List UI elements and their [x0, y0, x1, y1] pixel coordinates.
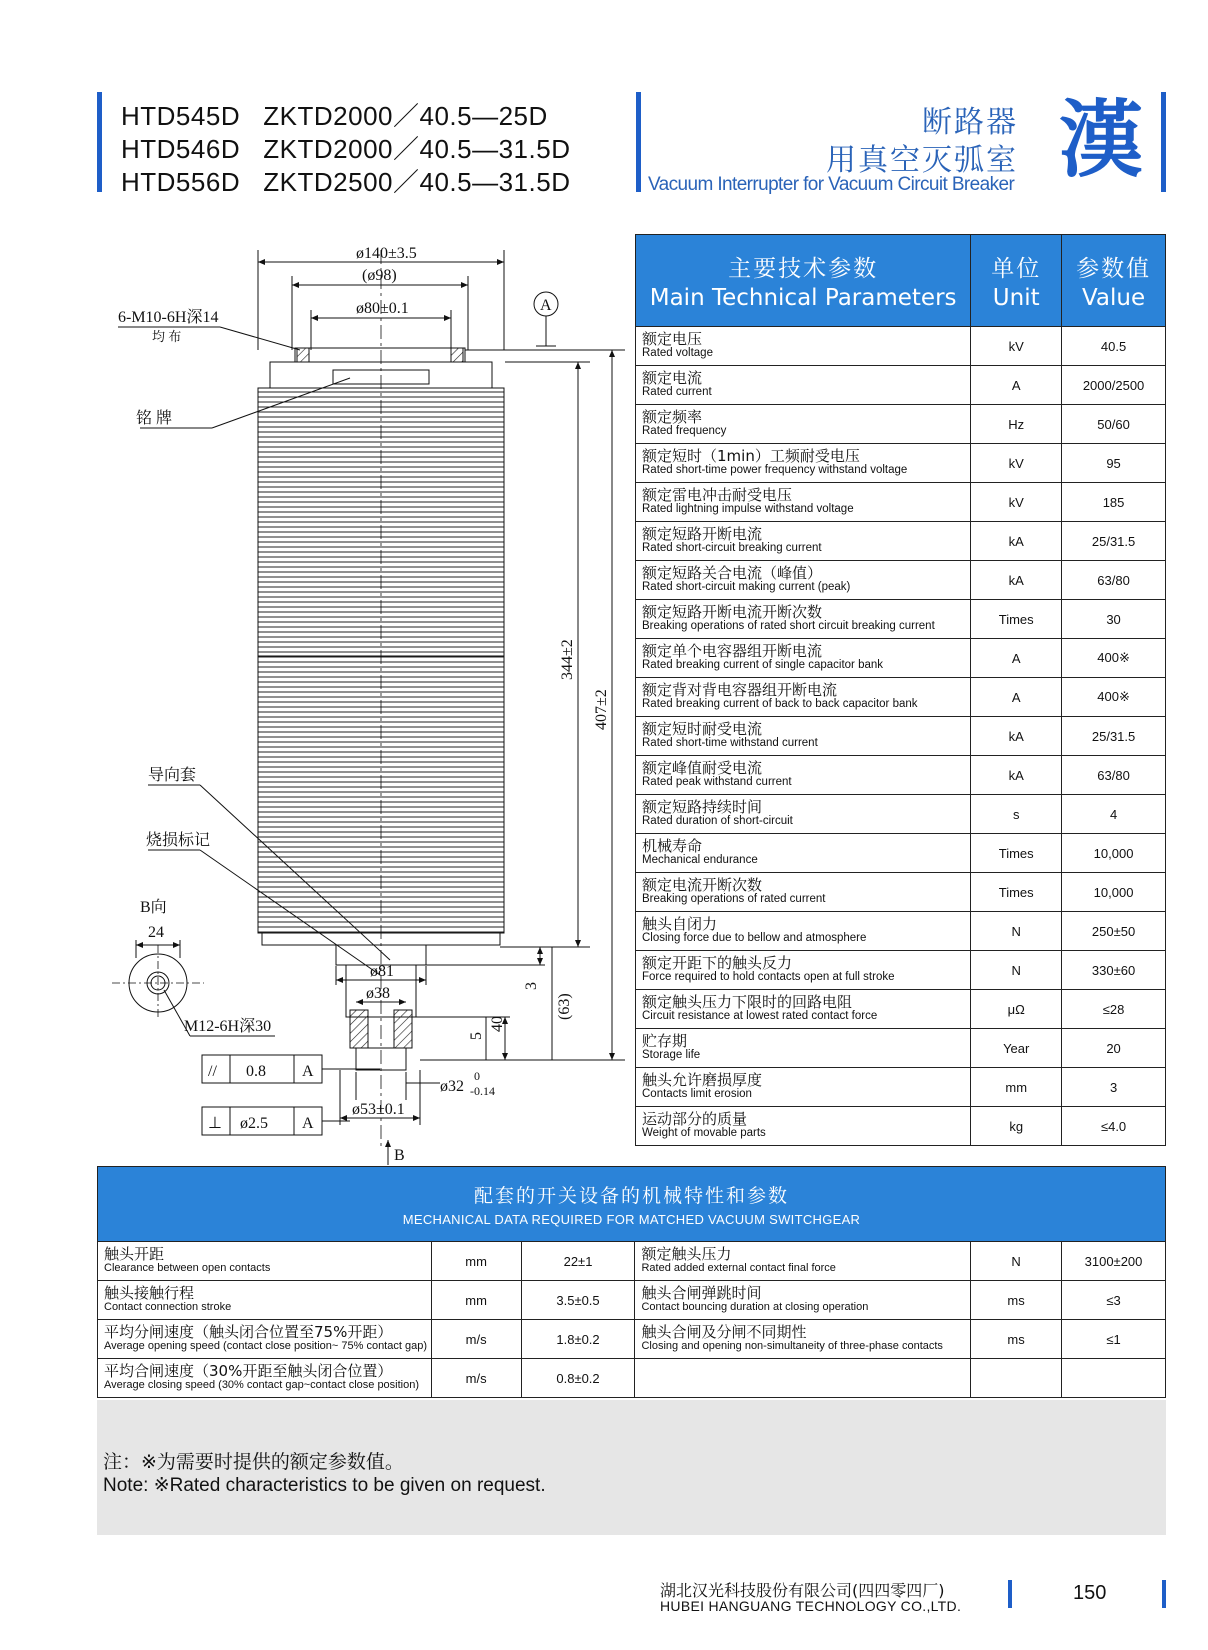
- param-unit: mm: [971, 1068, 1062, 1107]
- mech-left-unit: m/s: [431, 1359, 521, 1398]
- param-name-cn: 额定短时（1min）工频耐受电压: [642, 447, 860, 465]
- mech-header: [98, 1167, 1166, 1242]
- param-name-cn: 额定频率: [642, 408, 703, 426]
- param-row: [636, 366, 1166, 405]
- param-name-en: Breaking operations of rated short circuit breaking current: [642, 620, 935, 632]
- title-cn-line2: 用真空灭弧室: [826, 143, 1018, 178]
- param-name-en: Rated breaking current of back to back capacitor bank: [642, 698, 918, 710]
- mech-row: [98, 1242, 1166, 1281]
- param-value: 400※: [1062, 678, 1166, 717]
- param-name-cn: 额定短路持续时间: [642, 798, 763, 816]
- param-unit: N: [971, 951, 1062, 990]
- mech-right-value: ≤1: [1062, 1320, 1166, 1359]
- mech-left-unit: mm: [431, 1242, 521, 1281]
- param-name-en: Mechanical endurance: [642, 854, 758, 866]
- param-name-cn: 额定短路关合电流（峰值）: [642, 564, 823, 582]
- param-unit: A: [971, 639, 1062, 678]
- mech-left-unit: mm: [431, 1281, 521, 1320]
- params-header-row: [636, 235, 1166, 327]
- header-mid-bar: [636, 92, 641, 192]
- param-name: [636, 522, 971, 561]
- mech-row: [98, 1359, 1166, 1398]
- mech-left-name: [98, 1320, 432, 1359]
- tol2-symbol: ⊥: [208, 1115, 222, 1132]
- mech-left-value: 22±1: [521, 1242, 635, 1281]
- mech-right-name-en: Contact bouncing duration at closing operation: [641, 1301, 869, 1313]
- model-line-3: HTD556D ZKTD2500／40.5—31.5D: [121, 167, 571, 197]
- param-value: ≤28: [1062, 990, 1166, 1029]
- param-value: 250±50: [1062, 912, 1166, 951]
- param-value: 40.5: [1062, 327, 1166, 366]
- arrow-b-label: B: [394, 1147, 405, 1164]
- mech-right-name-cn: 触头合闸及分闸不同期性: [641, 1323, 807, 1341]
- param-name: [636, 600, 971, 639]
- param-value: 30: [1062, 600, 1166, 639]
- guide-sleeve-label: 导向套: [148, 767, 197, 784]
- dim-32-tol-bottom: -0.14: [470, 1084, 495, 1098]
- param-name-en: Rated breaking current of single capacitor bank: [642, 659, 884, 671]
- mech-right-unit: [971, 1359, 1062, 1398]
- thread-top-sub: 均 布: [152, 329, 182, 344]
- param-name: [636, 951, 971, 990]
- param-row: [636, 522, 1166, 561]
- param-value: 50/60: [1062, 405, 1166, 444]
- param-name-cn: 额定短路开断电流: [642, 525, 763, 543]
- param-name-cn: 额定触头压力下限时的回路电阻: [642, 993, 853, 1011]
- param-row: [636, 717, 1166, 756]
- param-name: [636, 483, 971, 522]
- params-header-name-cn: 主要技术参数: [728, 256, 879, 282]
- params-header-unit-cn: 单位: [991, 256, 1042, 282]
- param-row: [636, 327, 1166, 366]
- param-name: [636, 1068, 971, 1107]
- param-value: 2000/2500: [1062, 366, 1166, 405]
- param-name: [636, 990, 971, 1029]
- param-row: [636, 405, 1166, 444]
- param-value: 3: [1062, 1068, 1166, 1107]
- param-name-en: Rated frequency: [642, 425, 727, 437]
- param-name: [636, 717, 971, 756]
- param-unit: N: [971, 912, 1062, 951]
- param-unit: s: [971, 795, 1062, 834]
- mech-right-name: [635, 1320, 971, 1359]
- footer-company-cn: 湖北汉光科技股份有限公司(四四零四厂): [660, 1581, 945, 1600]
- footer-bar-right: [1162, 1580, 1166, 1608]
- tol1-ref: A: [302, 1063, 314, 1080]
- note-cn: 注：※为需要时提供的额定参数值。: [103, 1451, 404, 1473]
- param-name: [636, 366, 971, 405]
- param-name-en: Circuit resistance at lowest rated contact force: [642, 1010, 878, 1022]
- param-row: [636, 1107, 1166, 1146]
- dim-3: 3: [523, 982, 540, 990]
- dim-407: 407±2: [593, 689, 610, 730]
- param-name-cn: 贮存期: [642, 1032, 688, 1050]
- param-value: 25/31.5: [1062, 522, 1166, 561]
- dim-40: 40: [489, 1016, 506, 1032]
- param-row: [636, 912, 1166, 951]
- param-name-cn: 运动部分的质量: [642, 1110, 748, 1128]
- param-name-en: Force required to hold contacts open at full stroke: [642, 971, 895, 983]
- param-name-cn: 触头允许磨损厚度: [642, 1071, 763, 1089]
- mech-left-name: [98, 1281, 432, 1320]
- param-unit: Hz: [971, 405, 1062, 444]
- mech-left-value: 0.8±0.2: [521, 1359, 635, 1398]
- param-name: [636, 678, 971, 717]
- param-name-cn: 额定单个电容器组开断电流: [642, 642, 823, 660]
- tol1-symbol: //: [208, 1063, 217, 1080]
- param-unit: kV: [971, 483, 1062, 522]
- param-unit: kg: [971, 1107, 1062, 1146]
- dim-24: 24: [148, 924, 164, 941]
- params-header-name-en: Main Technical Parameters: [649, 285, 957, 311]
- mech-right-name-cn: 触头合闸弹跳时间: [641, 1284, 762, 1302]
- params-header-value-cn: 参数值: [1076, 256, 1152, 282]
- technical-drawing: [0, 0, 635, 1165]
- param-name-cn: 额定短路开断电流开断次数: [642, 603, 823, 621]
- param-unit: Times: [971, 834, 1062, 873]
- param-value: 400※: [1062, 639, 1166, 678]
- mech-right-unit: ms: [971, 1320, 1062, 1359]
- param-name-cn: 额定开距下的触头反力: [642, 954, 793, 972]
- param-value: 4: [1062, 795, 1166, 834]
- param-value: 330±60: [1062, 951, 1166, 990]
- param-row: [636, 990, 1166, 1029]
- mech-right-value: 3100±200: [1062, 1242, 1166, 1281]
- param-unit: kA: [971, 756, 1062, 795]
- param-name: [636, 327, 971, 366]
- mech-right-unit: ms: [971, 1281, 1062, 1320]
- param-row: [636, 600, 1166, 639]
- param-name-en: Rated voltage: [642, 347, 713, 359]
- param-unit: kA: [971, 717, 1062, 756]
- dim-63: (63): [556, 993, 573, 1020]
- title-cn-line1: 断路器: [922, 105, 1018, 140]
- param-name-en: Rated short-time withstand current: [642, 737, 818, 749]
- dim-32-tol-top: 0: [474, 1069, 480, 1083]
- mech-right-value: [1062, 1359, 1166, 1398]
- param-value: ≤4.0: [1062, 1107, 1166, 1146]
- param-name: [636, 912, 971, 951]
- dim-38: ø38: [366, 985, 390, 1002]
- param-name: [636, 1029, 971, 1068]
- tol2-ref: A: [302, 1115, 314, 1132]
- dim-top-mid: (ø98): [362, 267, 397, 284]
- param-name-cn: 额定背对背电容器组开断电流: [642, 681, 838, 699]
- mech-left-value: 3.5±0.5: [521, 1281, 635, 1320]
- param-name-en: Closing force due to bellow and atmosphere: [642, 932, 867, 944]
- param-value: 63/80: [1062, 756, 1166, 795]
- param-name-en: Rated short-circuit breaking current: [642, 542, 822, 554]
- mech-left-name-cn: 触头开距: [104, 1245, 165, 1263]
- mechanical-data-table: [97, 1166, 1166, 1398]
- logo-glyph: 漢: [1058, 90, 1143, 189]
- mech-right-name-cn: 额定触头压力: [641, 1245, 732, 1263]
- param-value: 20: [1062, 1029, 1166, 1068]
- param-name-cn: 额定电流: [642, 369, 703, 387]
- param-unit: A: [971, 366, 1062, 405]
- param-unit: Times: [971, 600, 1062, 639]
- param-name: [636, 561, 971, 600]
- dim-53: ø53±0.1: [352, 1101, 405, 1118]
- param-name-cn: 额定短时耐受电流: [642, 720, 763, 738]
- page-number: 150: [1073, 1582, 1107, 1604]
- param-row: [636, 795, 1166, 834]
- param-row: [636, 951, 1166, 990]
- param-value: 10,000: [1062, 834, 1166, 873]
- view-b-label: B向: [140, 899, 167, 916]
- param-name-en: Rated duration of short-circuit: [642, 815, 793, 827]
- param-value: 95: [1062, 444, 1166, 483]
- mech-row: [98, 1320, 1166, 1359]
- mech-left-name-cn: 触头接触行程: [104, 1284, 195, 1302]
- mech-header-row: [98, 1167, 1166, 1242]
- mech-left-name-en: Average closing speed (30% contact gap~contact close position): [104, 1379, 420, 1391]
- mech-left-name-cn: 平均分闸速度（触头闭合位置至75%开距）: [104, 1323, 393, 1341]
- param-name-en: Rated current: [642, 386, 712, 398]
- mech-left-name-en: Average opening speed (contact close position~ 75% contact gap): [104, 1340, 427, 1352]
- mech-right-name: [635, 1242, 971, 1281]
- datum-a-label: A: [540, 297, 552, 314]
- nameplate-label: 铭 牌: [136, 410, 173, 427]
- dim-top-inner: ø80±0.1: [356, 300, 409, 317]
- param-name: [636, 756, 971, 795]
- param-unit: Year: [971, 1029, 1062, 1068]
- footer-company-en: HUBEI HANGUANG TECHNOLOGY CO.,LTD.: [660, 1598, 962, 1614]
- param-row: [636, 639, 1166, 678]
- param-unit: kA: [971, 522, 1062, 561]
- dim-344: 344±2: [559, 639, 576, 680]
- burn-mark-label: 烧损标记: [146, 832, 211, 849]
- param-unit: A: [971, 678, 1062, 717]
- param-name-en: Rated peak withstand current: [642, 776, 792, 788]
- dim-top-outer: ø140±3.5: [356, 245, 417, 262]
- param-value: 25/31.5: [1062, 717, 1166, 756]
- params-header-value-en: Value: [1081, 285, 1146, 311]
- param-name-en: Contacts limit erosion: [642, 1088, 752, 1100]
- param-name: [636, 1107, 971, 1146]
- param-name-en: Rated short-time power frequency withstand voltage: [642, 464, 908, 476]
- mech-left-value: 1.8±0.2: [521, 1320, 635, 1359]
- thread-bottom-label: M12-6H深30: [184, 1018, 272, 1035]
- param-unit: kV: [971, 327, 1062, 366]
- param-name-cn: 机械寿命: [642, 837, 703, 855]
- title-en: Vacuum Interrupter for Vacuum Circuit Breaker: [648, 174, 1015, 195]
- header-right-bar: [1161, 92, 1166, 192]
- tol2-value: ø2.5: [240, 1115, 268, 1132]
- param-name: [636, 444, 971, 483]
- param-row: [636, 1068, 1166, 1107]
- param-unit: μΩ: [971, 990, 1062, 1029]
- param-name-cn: 额定电流开断次数: [642, 876, 763, 894]
- param-value: 63/80: [1062, 561, 1166, 600]
- mech-left-name-cn: 平均合闸速度（30%开距至触头闭合位置）: [104, 1362, 393, 1380]
- param-name-en: Rated short-circuit making current (peak): [642, 581, 851, 593]
- param-name-en: Storage life: [642, 1049, 701, 1061]
- footer-bar-left: [1008, 1580, 1012, 1608]
- model-line-1: HTD545D ZKTD2000／40.5—25D: [121, 101, 548, 131]
- main-parameters-table: [635, 234, 1166, 1146]
- param-name-en: Weight of movable parts: [642, 1127, 766, 1139]
- mech-title-en: MECHANICAL DATA REQUIRED FOR MATCHED VACUUM SWITCHGEAR: [402, 1212, 861, 1227]
- param-unit: kV: [971, 444, 1062, 483]
- param-row: [636, 834, 1166, 873]
- mech-left-name: [98, 1242, 432, 1281]
- mech-row: [98, 1281, 1166, 1320]
- params-header-value: [1062, 235, 1166, 327]
- logo-mark: [1055, 90, 1147, 190]
- param-name-cn: 额定电压: [642, 330, 703, 348]
- param-name: [636, 639, 971, 678]
- param-name-cn: 额定峰值耐受电流: [642, 759, 763, 777]
- params-header-unit-en: Unit: [992, 285, 1040, 311]
- mech-right-unit: N: [971, 1242, 1062, 1281]
- params-header-name: [636, 235, 971, 327]
- mech-right-name-en: Rated added external contact final force: [641, 1262, 836, 1274]
- note-en: Note: ※Rated characteristics to be given on request.: [103, 1475, 546, 1496]
- mech-right-name: [635, 1281, 971, 1320]
- param-row: [636, 483, 1166, 522]
- param-row: [636, 561, 1166, 600]
- mech-left-name-en: Clearance between open contacts: [104, 1262, 271, 1274]
- param-unit: Times: [971, 873, 1062, 912]
- dim-5: 5: [468, 1032, 485, 1040]
- mech-title-cn: 配套的开关设备的机械特性和参数: [473, 1185, 789, 1207]
- param-name: [636, 405, 971, 444]
- param-name: [636, 834, 971, 873]
- params-header-unit: [971, 235, 1062, 327]
- mech-left-name-en: Contact connection stroke: [104, 1301, 232, 1313]
- param-row: [636, 444, 1166, 483]
- param-row: [636, 756, 1166, 795]
- mech-left-unit: m/s: [431, 1320, 521, 1359]
- param-name-cn: 额定雷电冲击耐受电压: [642, 486, 793, 504]
- param-value: 10,000: [1062, 873, 1166, 912]
- model-line-2: HTD546D ZKTD2000／40.5—31.5D: [121, 134, 571, 164]
- dim-32: ø32: [440, 1078, 464, 1095]
- tol1-value: 0.8: [246, 1063, 266, 1080]
- mech-right-name: [635, 1359, 971, 1398]
- param-row: [636, 1029, 1166, 1068]
- param-name-en: Breaking operations of rated current: [642, 893, 826, 905]
- param-name-cn: 触头自闭力: [642, 915, 718, 933]
- param-name-en: Rated lightning impulse withstand voltage: [642, 503, 854, 515]
- param-name: [636, 873, 971, 912]
- mech-right-name-en: Closing and opening non-simultaneity of three-phase contacts: [641, 1340, 943, 1352]
- param-unit: kA: [971, 561, 1062, 600]
- dim-81: ø81: [370, 963, 394, 980]
- mech-left-name: [98, 1359, 432, 1398]
- param-row: [636, 873, 1166, 912]
- mech-right-value: ≤3: [1062, 1281, 1166, 1320]
- param-value: 185: [1062, 483, 1166, 522]
- param-row: [636, 678, 1166, 717]
- param-name: [636, 795, 971, 834]
- thread-top-label: 6-M10-6H深14: [118, 309, 219, 326]
